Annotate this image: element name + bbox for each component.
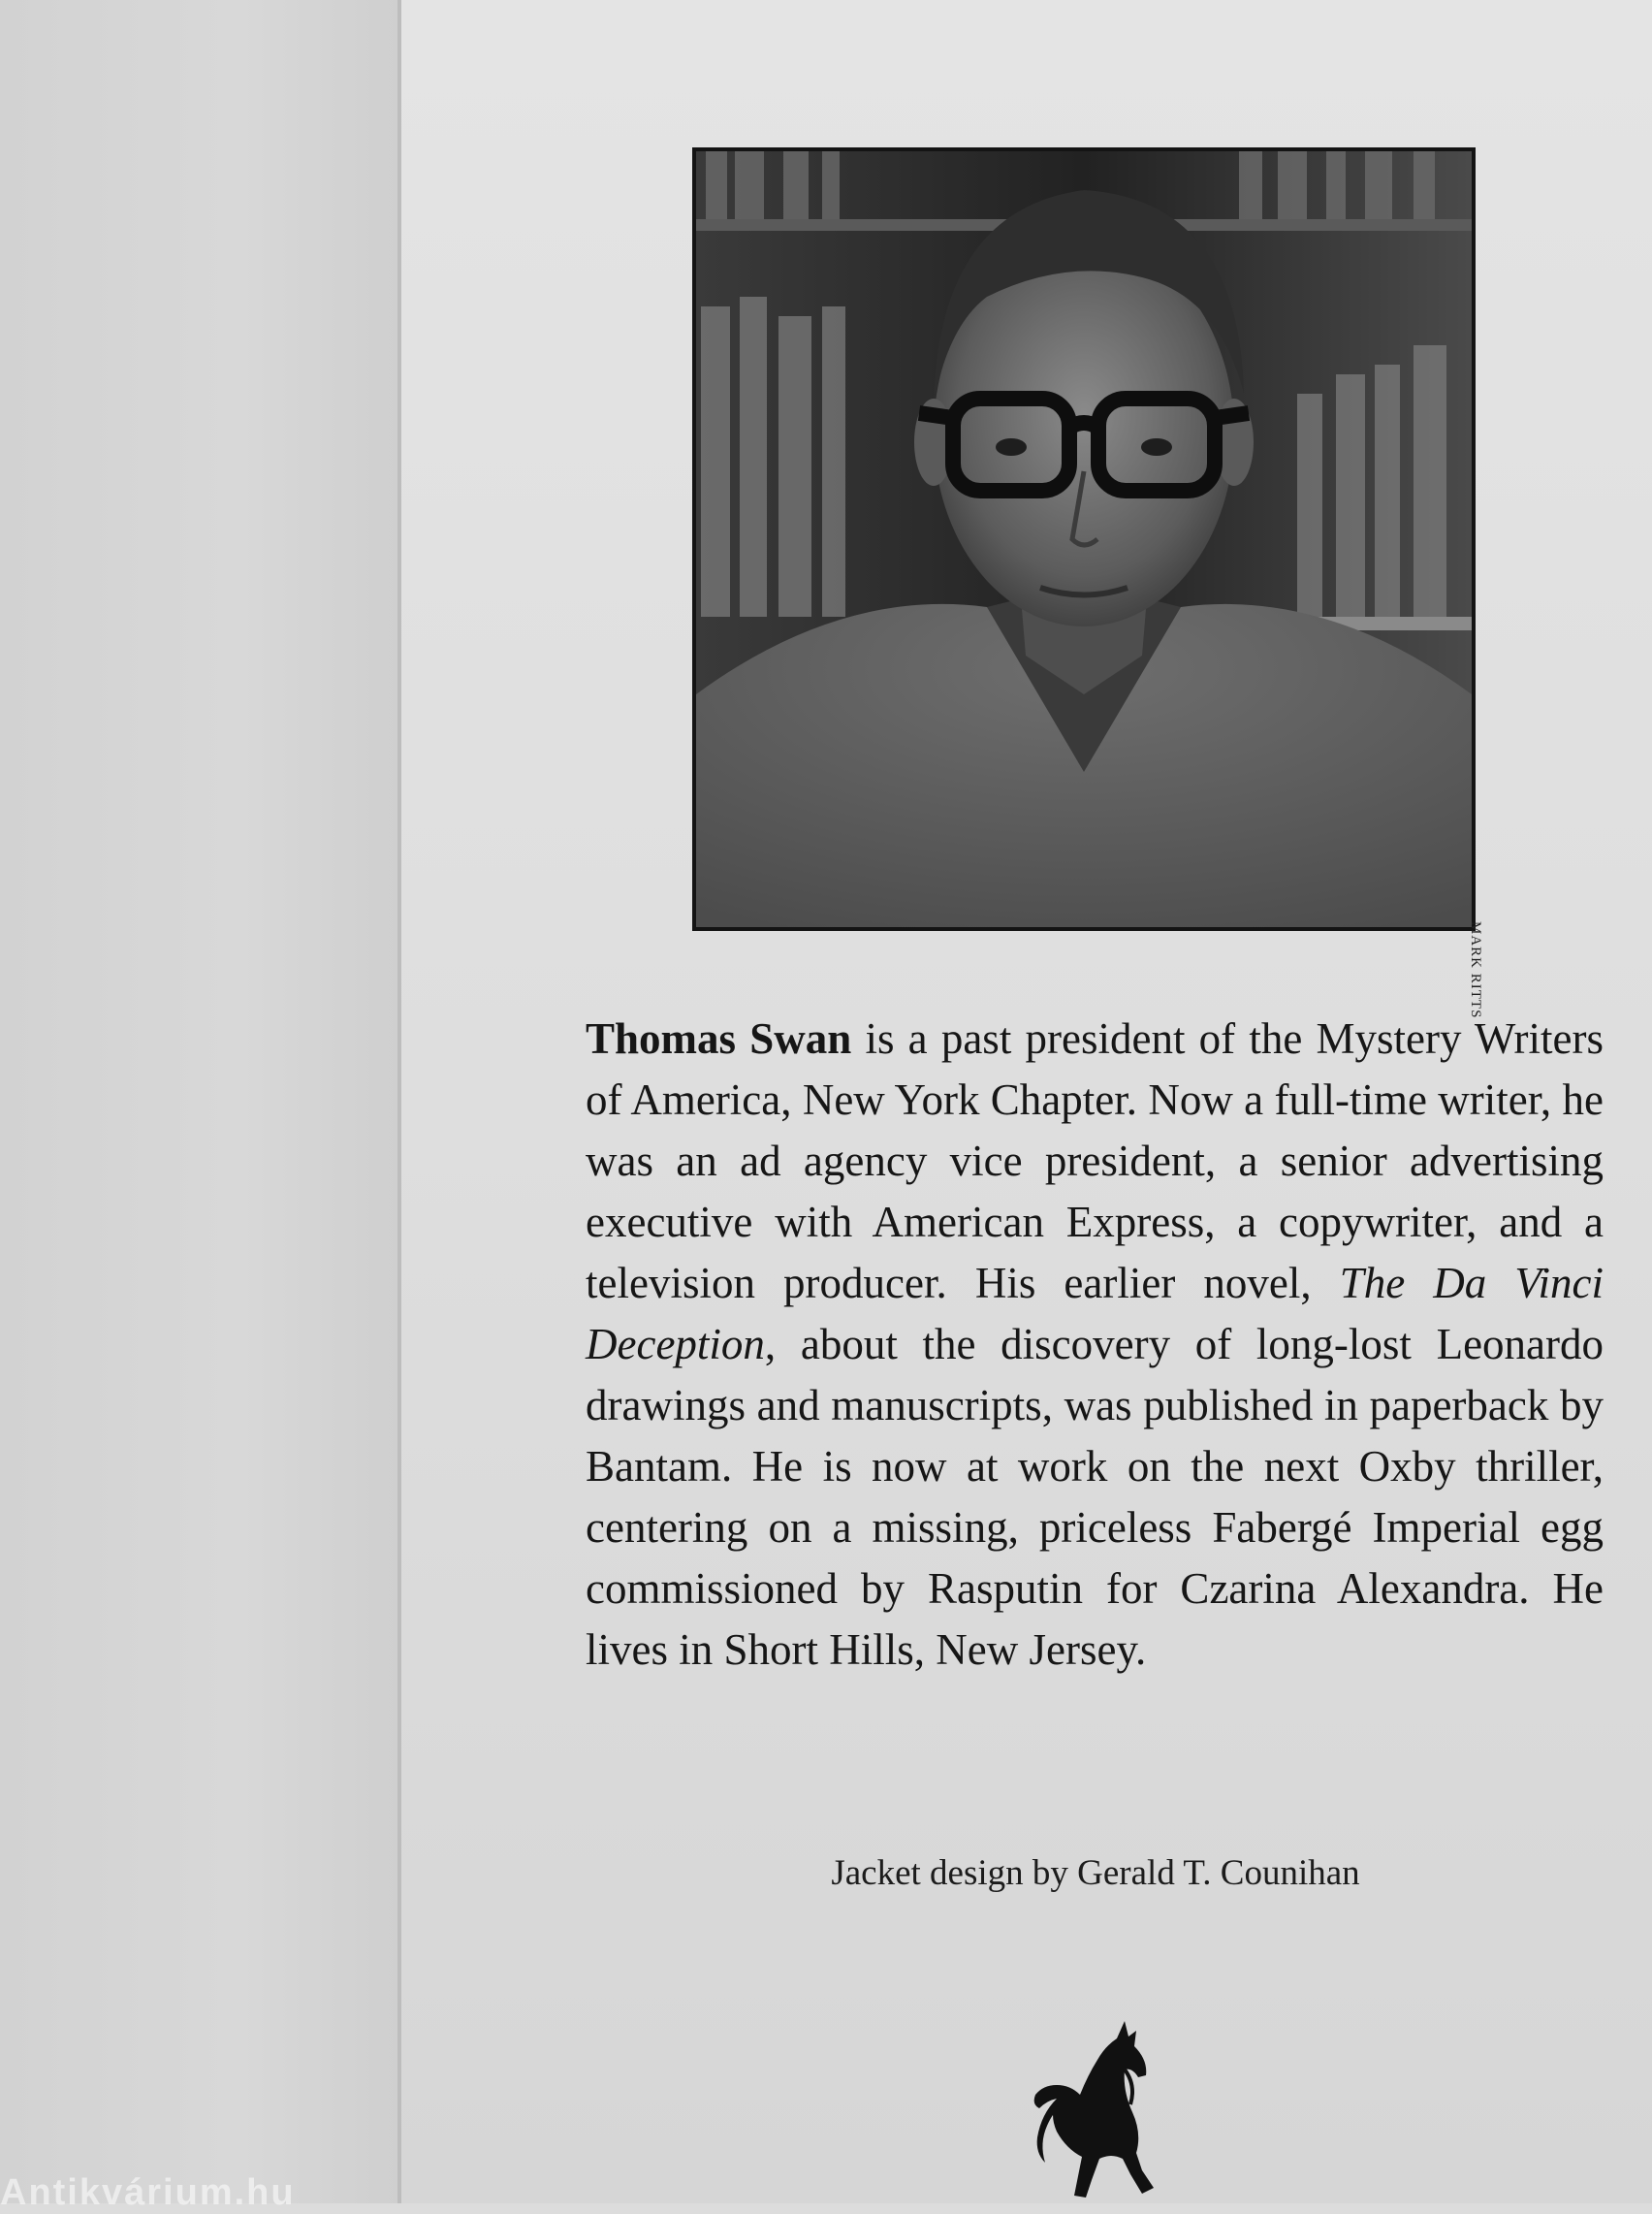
author-photo: [692, 147, 1476, 931]
watermark: Antikvárium.hu: [0, 2172, 296, 2213]
jacket-spine: [0, 0, 397, 2203]
author-name: Thomas Swan: [586, 1014, 852, 1063]
jacket-design-credit: Jacket design by Gerald T. Counihan: [831, 1853, 1360, 1893]
horse-logo-icon: [1028, 2017, 1163, 2203]
photo-credit: MARK RITTS: [1468, 921, 1483, 1019]
bio-text-part-1: is a past president of the Mystery Writers of America, New York Chapter. Now a full-time writer, he was an ad agency vice president, a senior advertising executive with American Express, a copywriter, and a television producer. His earlier novel,: [586, 1014, 1604, 1307]
book-title: The Da Vinci Deception: [586, 1259, 1604, 1368]
author-bio: [586, 1009, 1604, 1681]
author-portrait-image: [696, 151, 1472, 927]
bio-text-part-2: , about the discovery of long-lost Leonardo drawings and manuscripts, was published in paperback by Bantam. He is now at work on the next Oxby thriller, centering on a missing, priceless Fabergé Imperial egg commissioned by Rasputin for Czarina Alexandra. He lives in Short Hills, New Jersey.: [586, 1320, 1604, 1674]
